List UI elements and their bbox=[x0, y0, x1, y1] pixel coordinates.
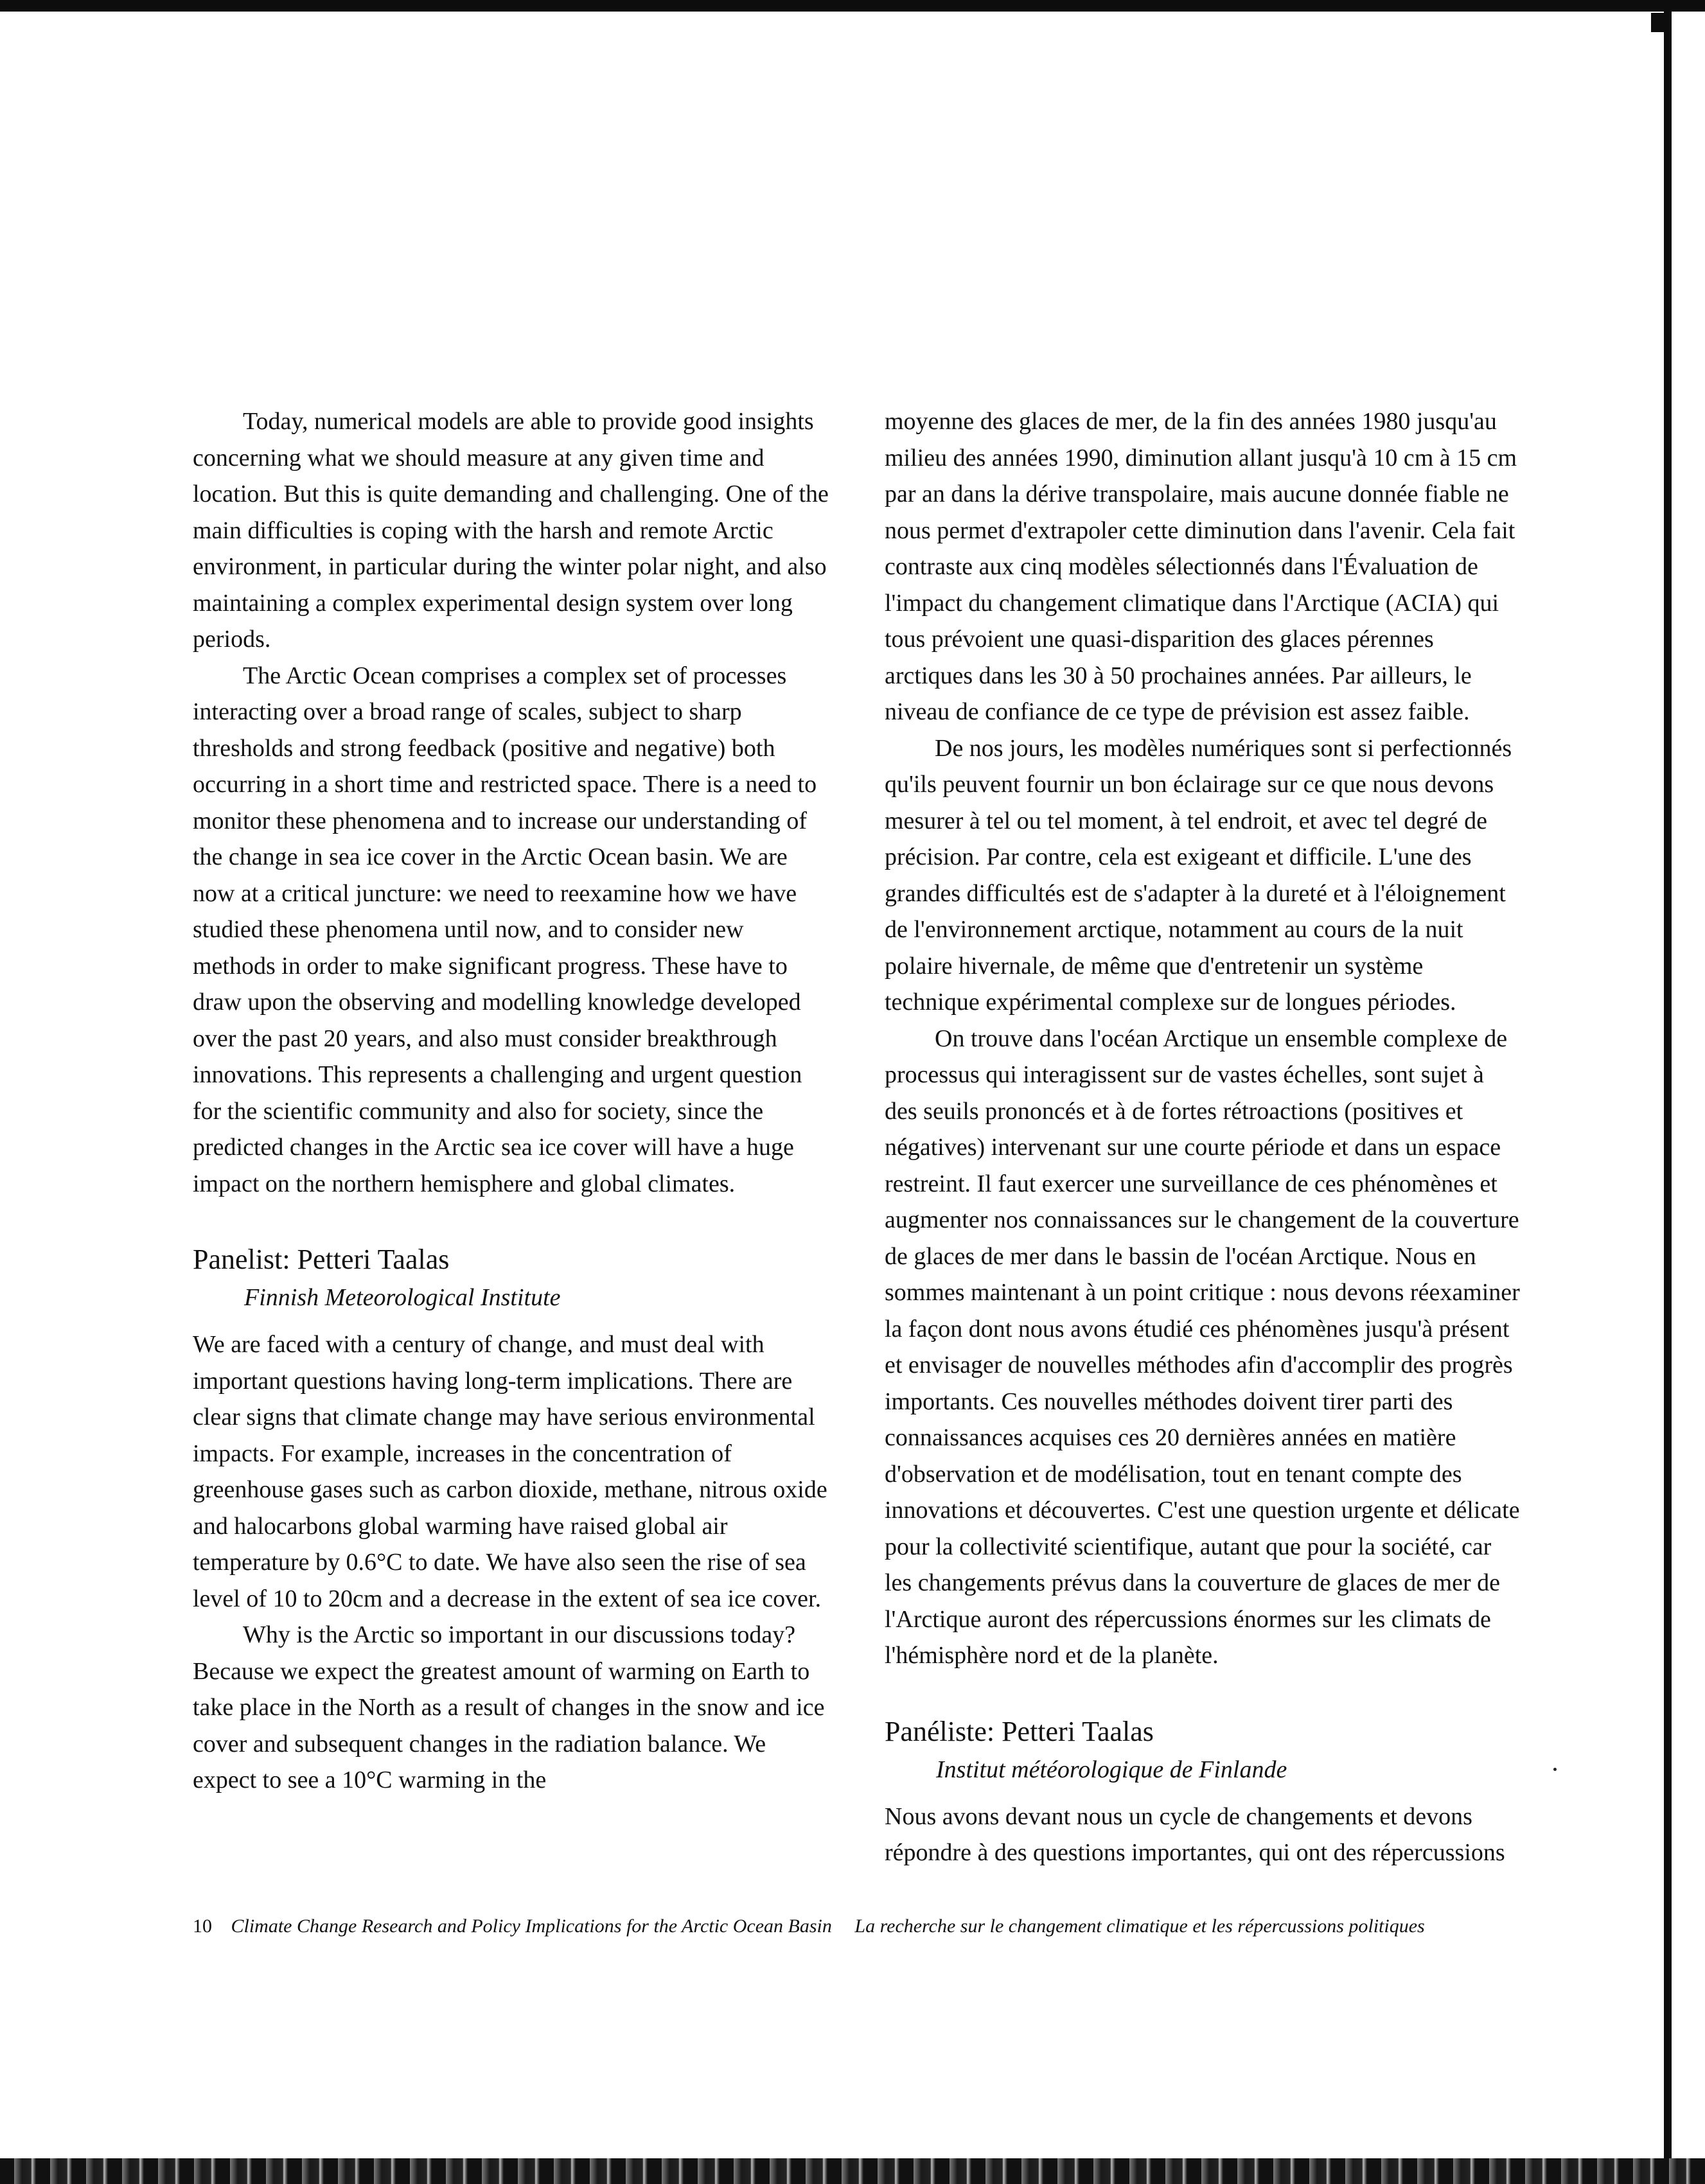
panelist-heading: Panéliste: Petteri Taalas bbox=[885, 1715, 1154, 1747]
panelist-affiliation: Finnish Meteorological Institute bbox=[244, 1284, 561, 1311]
page-number: 10 bbox=[193, 1915, 212, 1937]
scan-border-top bbox=[0, 0, 1705, 12]
page-footer bbox=[193, 1915, 1478, 1937]
panelist-heading: Panelist: Petteri Taalas bbox=[193, 1244, 450, 1275]
body-paragraph: Why is the Arctic so important in our discussions today? Because we expect the greatest amount of warming on Earth to take place in the North as a result of changes in the snow and ice cover and subsequent changes in the radiation balance. We expect to see a 10°C warming in the bbox=[193, 1621, 825, 1793]
body-paragraph: Nous avons devant nous un cycle de changements et devons répondre à des questions importantes, qui ont des répercussions bbox=[885, 1802, 1505, 1866]
footer-english-title: Climate Change Research and Policy Implications for the Arctic Ocean Basin bbox=[231, 1915, 832, 1937]
panelist-affiliation: Institut météorologique de Finlande bbox=[936, 1756, 1287, 1783]
french-column bbox=[885, 403, 1521, 1871]
body-paragraph: moyenne des glaces de mer, de la fin des années 1980 jusqu'au milieu des années 1990, diminution allant jusqu'à 10 cm à 15 cm par an dans la dérive transpolaire, mais aucune donnée fiable ne nous permet d'extrapoler cette diminution dans l'avenir. Cela fait contraste aux cinq modèles sélectionnés dans l'Évaluation de l'impact du changement climatique dans l'Arctique (ACIA) qui tous prévoient une quasi-disparition des glaces pérennes arctiques dans les 30 à 50 prochaines années. Par ailleurs, le niveau de confiance de ce type de prévision est assez faible. bbox=[885, 408, 1517, 725]
body-paragraph: The Arctic Ocean comprises a complex set of processes interacting over a broad range of scales, subject to sharp thresholds and strong feedback (positive and negative) both occurring in a short time and restricted space. There is a need to monitor these phenomena and to increase our understanding of the change in sea ice cover in the Arctic Ocean basin. We are now at a critical juncture: we need to reexamine how we have studied these phenomena until now, and to consider new methods in order to make significant progress. These have to draw upon the observing and modelling knowledge developed over the past 20 years, and also must consider breakthrough innovations. This represents a challenging and urgent question for the scientific community and also for society, since the predicted changes in the Arctic sea ice cover will have a huge impact on the northern hemisphere and global climates. bbox=[193, 662, 817, 1197]
body-paragraph: On trouve dans l'océan Arctique un ensemble complexe de processus qui interagissent sur de vastes échelles, sont sujet à des seuils prononcés et à de fortes rétroactions (positives et négatives) intervenant sur une courte période et dans un espace restreint. Il faut exercer une surveillance de ces phénomènes et augmenter nos connaissances sur le changement de la couverture de glaces de mer dans le bassin de l'océan Arctique. Nous en sommes maintenant à un point critique : nous devons réexaminer la façon dont nous avons étudié ces phénomènes jusqu'à présent et envisager de nouvelles méthodes afin d'accomplir des progrès importants. Ces nouvelles méthodes doivent tirer parti des connaissances acquises ces 20 dernières années en matière d'observation et de modélisation, tout en tenant compte des innovations et découvertes. C'est une question urgente et délicate pour la collectivité scientifique, autant que pour la société, car les changements prévus dans la couverture de glaces de mer de l'Arctique auront des répercussions énormes sur les climats de l'hémisphère nord et de la planète. bbox=[885, 1025, 1520, 1669]
footer-french-title: La recherche sur le changement climatique et les répercussions politiques bbox=[854, 1915, 1425, 1937]
scan-speck bbox=[1553, 1768, 1557, 1771]
scan-border-right bbox=[1664, 0, 1672, 2158]
body-paragraph: De nos jours, les modèles numériques sont si perfectionnés qu'ils peuvent fournir un bon éclairage sur ce que nous devons mesurer à tel ou tel moment, à tel endroit, et avec tel degré de précision. Par contre, cela est exigeant et difficile. L'une des grandes difficultés est de s'adapter à la dureté et à l'éloignement de l'environnement arctique, notamment au cours de la nuit polaire hivernale, de même que d'entretenir un système technique expérimental complexe sur de longues périodes. bbox=[885, 734, 1512, 1016]
body-paragraph: Today, numerical models are able to provide good insights concerning what we should measure at any given time and location. But this is quite demanding and challenging. One of the main difficulties is coping with the harsh and remote Arctic environment, in particular during the winter polar night, and also maintaining a complex experimental design system over long periods. bbox=[193, 408, 829, 653]
body-paragraph: We are faced with a century of change, and must deal with important questions having long-term implications. There are clear signs that climate change may have serious environmental impacts. For example, increases in the concentration of greenhouse gases such as carbon dioxide, methane, nitrous oxide and halocarbons global warming have raised global air temperature by 0.6°C to date. We have also seen the rise of sea level of 10 to 20cm and a decrease in the extent of sea ice cover. bbox=[193, 1331, 827, 1612]
scan-border-bottom bbox=[0, 2158, 1705, 2184]
english-column bbox=[193, 403, 829, 1799]
